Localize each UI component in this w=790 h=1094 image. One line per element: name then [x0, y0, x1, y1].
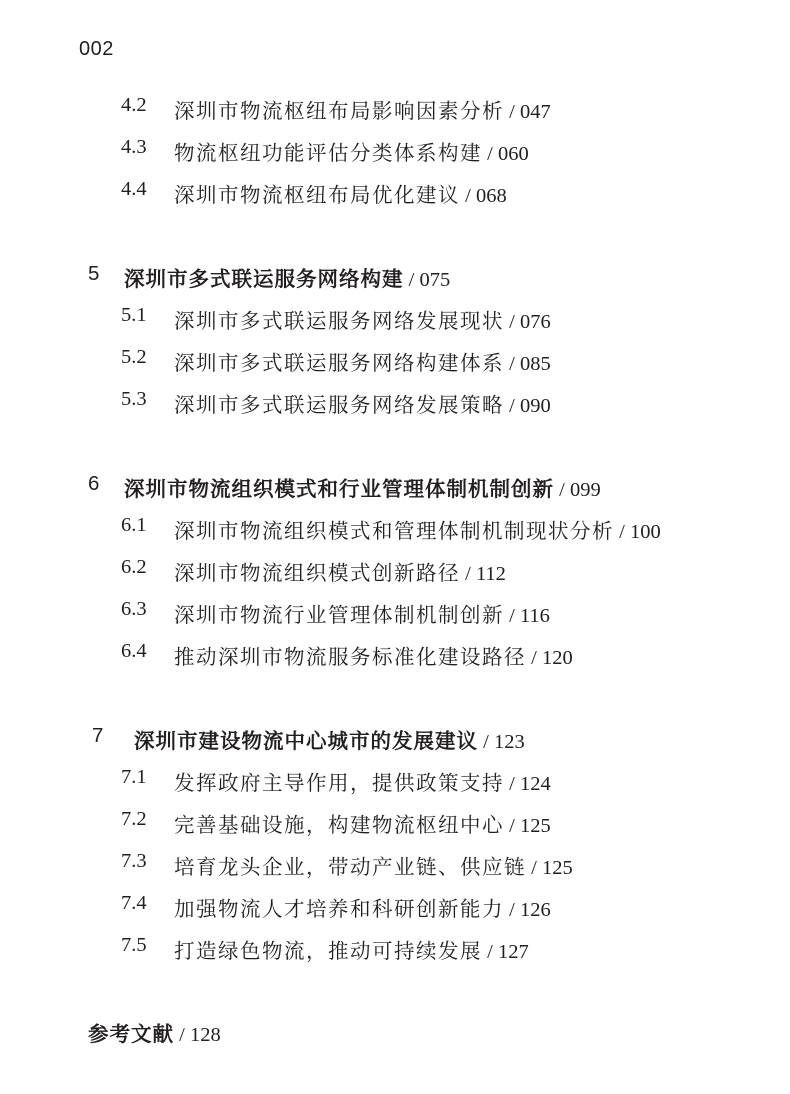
toc-page: / 099 [554, 479, 601, 501]
toc-number: 5.2 [121, 346, 147, 368]
toc-page: / 100 [614, 521, 661, 543]
toc-page: / 125 [504, 815, 551, 837]
toc-number: 7.4 [121, 892, 147, 914]
toc-page: / 116 [504, 605, 550, 627]
toc-title: 完善基础设施，构建物流枢纽中心 / 125 [174, 813, 551, 837]
toc-title: 推动深圳市物流服务标准化建设路径 / 120 [174, 645, 573, 669]
toc-page: / 076 [504, 311, 551, 333]
toc-number: 6.4 [121, 640, 147, 662]
toc-title: 打造绿色物流，推动可持续发展 / 127 [174, 939, 529, 963]
toc-page: / 125 [526, 857, 573, 879]
toc-title: 深圳市物流行业管理体制机制创新 / 116 [174, 603, 550, 627]
toc-page: / 112 [460, 563, 506, 585]
toc-number: 4.3 [121, 136, 147, 158]
toc-page: / 126 [504, 899, 551, 921]
chapter-number: 7 [92, 724, 104, 747]
toc-title: 培育龙头企业，带动产业链、供应链 / 125 [174, 855, 573, 879]
toc-page: / 120 [526, 647, 573, 669]
chapter-number: 6 [88, 472, 100, 495]
toc-title: 深圳市物流枢纽布局影响因素分析 / 047 [174, 99, 551, 123]
toc-title: 深圳市多式联运服务网络发展策略 / 090 [174, 393, 551, 417]
toc-number: 5.1 [121, 304, 147, 326]
toc-number: 6.1 [121, 514, 147, 536]
toc-number: 6.3 [121, 598, 147, 620]
toc-references[interactable] [88, 1017, 221, 1047]
page-number: 002 [79, 38, 114, 60]
chapter-title: 深圳市物流组织模式和行业管理体制机制创新 / 099 [124, 477, 601, 501]
toc-page: / 075 [403, 269, 451, 291]
toc-number: 4.2 [121, 94, 147, 116]
toc-page: / 060 [482, 143, 529, 165]
toc-title: 物流枢纽功能评估分类体系构建 / 060 [174, 141, 529, 165]
toc-number: 7.3 [121, 850, 147, 872]
chapter-title: 深圳市建设物流中心城市的发展建议 / 123 [134, 729, 525, 753]
toc-page: / 127 [482, 941, 529, 963]
toc-title: 深圳市多式联运服务网络发展现状 / 076 [174, 309, 551, 333]
toc-title: 深圳市物流组织模式和管理体制机制现状分析 / 100 [174, 519, 661, 543]
toc-number: 7.1 [121, 766, 147, 788]
toc-page: / 128 [174, 1024, 221, 1046]
toc-title: 发挥政府主导作用，提供政策支持 / 124 [174, 771, 551, 795]
chapter-title: 深圳市多式联运服务网络构建 / 075 [124, 267, 451, 291]
toc-page: / 090 [504, 395, 551, 417]
toc-number: 7.5 [121, 934, 147, 956]
toc-title: 深圳市多式联运服务网络构建体系 / 085 [174, 351, 551, 375]
toc-page: / 123 [478, 731, 525, 753]
toc-title: 加强物流人才培养和科研创新能力 / 126 [174, 897, 551, 921]
toc-title: 深圳市物流组织模式创新路径 / 112 [174, 561, 506, 585]
toc-page: / 124 [504, 773, 551, 795]
toc-title: 深圳市物流枢纽布局优化建议 / 068 [174, 183, 507, 207]
toc-number: 5.3 [121, 388, 147, 410]
toc-page: / 068 [460, 185, 507, 207]
toc-number: 4.4 [121, 178, 147, 200]
toc-page: / 085 [504, 353, 551, 375]
toc-number: 6.2 [121, 556, 147, 578]
toc-page: / 047 [504, 101, 551, 123]
toc-number: 7.2 [121, 808, 147, 830]
references-title: 参考文献 [88, 1022, 174, 1046]
chapter-number: 5 [88, 262, 100, 285]
